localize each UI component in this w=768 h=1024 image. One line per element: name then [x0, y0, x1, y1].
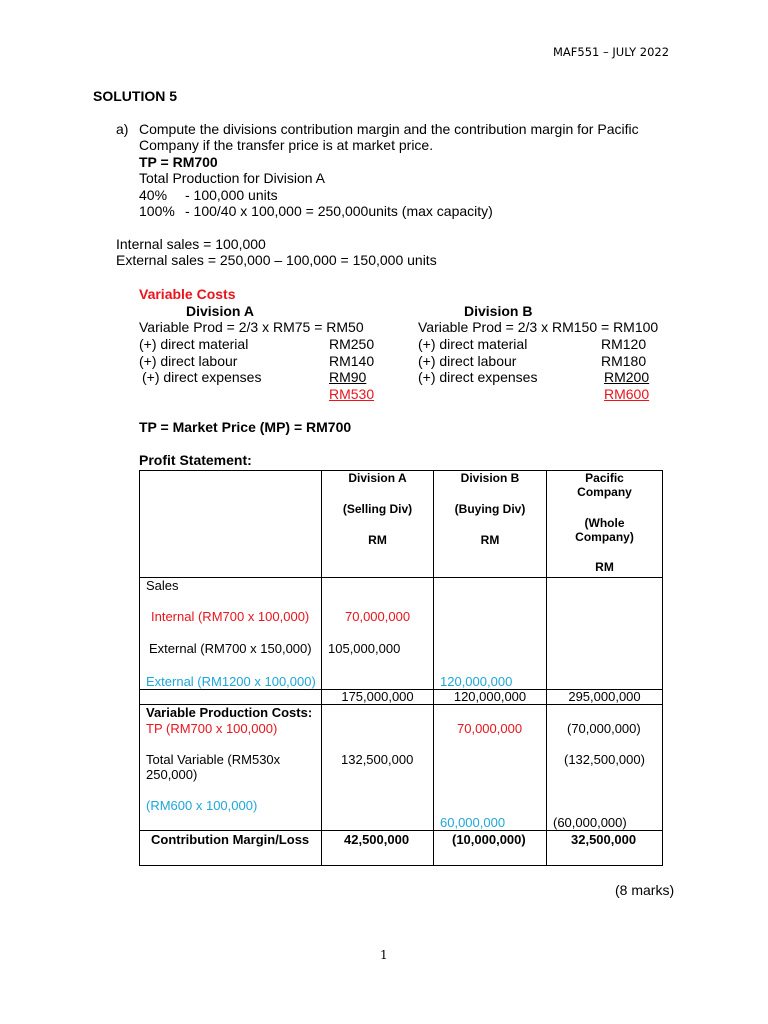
pct100: 100% [139, 203, 175, 219]
external-a: 105,000,000 [328, 641, 401, 656]
div-a-row-label: (+) direct labour [139, 353, 238, 369]
cm-a: 42,500,000 [344, 832, 410, 847]
div-a-row-value: RM250 [329, 336, 375, 352]
div-a-row-label: (+) direct expenses [142, 369, 262, 385]
total-c: 295,000,000 [568, 689, 641, 704]
pct40: 40% [139, 187, 168, 203]
div-a-row-value: RM90 [329, 369, 367, 385]
div-b-row-label: (+) direct expenses [418, 369, 538, 385]
external-label: External (RM700 x 150,000) [149, 641, 312, 656]
rm600-b: 60,000,000 [440, 815, 506, 830]
total-b: 120,000,000 [453, 689, 527, 704]
sales-label: Sales [146, 578, 179, 593]
course-header: MAF551 – JULY 2022 [553, 45, 670, 59]
tp-label: TP (RM700 x 100,000) [146, 721, 278, 736]
cm-b: (10,000,000) [452, 832, 526, 847]
col-b-unit: RM [480, 533, 500, 547]
question-text-2: Company if the transfer price is at market price. [139, 137, 434, 153]
internal-label: Internal (RM700 x 100,000) [151, 609, 310, 624]
col-c-subheader: (Whole [584, 516, 625, 530]
tp-value: TP = RM700 [139, 154, 218, 170]
col-c-unit: RM [595, 560, 614, 574]
div-b-row-value: RM180 [601, 353, 647, 369]
division-b-title: Division B [464, 303, 533, 319]
div-b-total: RM600 [604, 386, 650, 402]
div-a-row-value: RM140 [329, 353, 375, 369]
tv-c: (132,500,000) [564, 752, 645, 767]
tp-market-price: TP = Market Price (MP) = RM700 [139, 419, 352, 435]
rm600-label: (RM600 x 100,000) [146, 798, 258, 813]
div-a-row-label: (+) direct material [139, 336, 249, 352]
cm-c: 32,500,000 [571, 832, 637, 847]
pct100-value: - 100/40 x 100,000 = 250,000units (max capacity) [185, 203, 493, 219]
tv-label-1: Total Variable (RM530x [146, 752, 281, 767]
col-b-subheader: (Buying Div) [454, 502, 526, 516]
internal-sales: Internal sales = 100,000 [116, 236, 266, 252]
col-c-header: Pacific [585, 471, 624, 485]
div-b-row-value: RM200 [604, 369, 650, 385]
div-b-row-label: (+) direct material [418, 336, 528, 352]
tv-a: 132,500,000 [341, 752, 414, 767]
div-b-row-value: RM120 [601, 336, 647, 352]
cm-label: Contribution Margin/Loss [151, 832, 310, 847]
col-c-header-2: Company [577, 485, 632, 499]
external-b: 120,000,000 [440, 674, 513, 689]
pct40-value: - 100,000 units [185, 187, 278, 203]
external-b-label: External (RM1200 x 100,000) [146, 674, 316, 689]
variable-costs-title: Variable Costs [139, 286, 236, 302]
rm600-c: (60,000,000) [553, 815, 627, 830]
solution-title: SOLUTION 5 [93, 88, 178, 104]
question-label: a) [116, 121, 129, 137]
external-sales: External sales = 250,000 – 100,000 = 150,000 units [116, 252, 437, 268]
vpc-label: Variable Production Costs: [146, 705, 313, 720]
div-a-row-label: Variable Prod = 2/3 x RM75 = RM50 [139, 319, 364, 335]
tp-c: (70,000,000) [567, 721, 641, 736]
div-a-total: RM530 [329, 386, 375, 402]
col-c-subheader-2: Company) [575, 530, 634, 544]
div-b-row-label: (+) direct labour [418, 353, 517, 369]
page-number: 1 [380, 948, 388, 962]
marks: (8 marks) [615, 882, 675, 898]
profit-statement-title: Profit Statement: [139, 452, 252, 468]
total-production: Total Production for Division A [139, 170, 325, 186]
question-text-1: Compute the divisions contribution margin and the contribution margin for Pacific [139, 121, 639, 137]
tp-b: 70,000,000 [457, 721, 523, 736]
col-a-header: Division A [348, 471, 407, 485]
total-a: 175,000,000 [341, 689, 414, 704]
tv-label-2: 250,000) [146, 767, 198, 782]
col-a-unit: RM [368, 533, 387, 547]
division-a-title: Division A [186, 303, 254, 319]
col-a-subheader: (Selling Div) [342, 502, 413, 516]
col-b-header: Division B [460, 471, 520, 485]
div-b-row-label: Variable Prod = 2/3 x RM150 = RM100 [418, 319, 659, 335]
internal-a: 70,000,000 [345, 609, 411, 624]
